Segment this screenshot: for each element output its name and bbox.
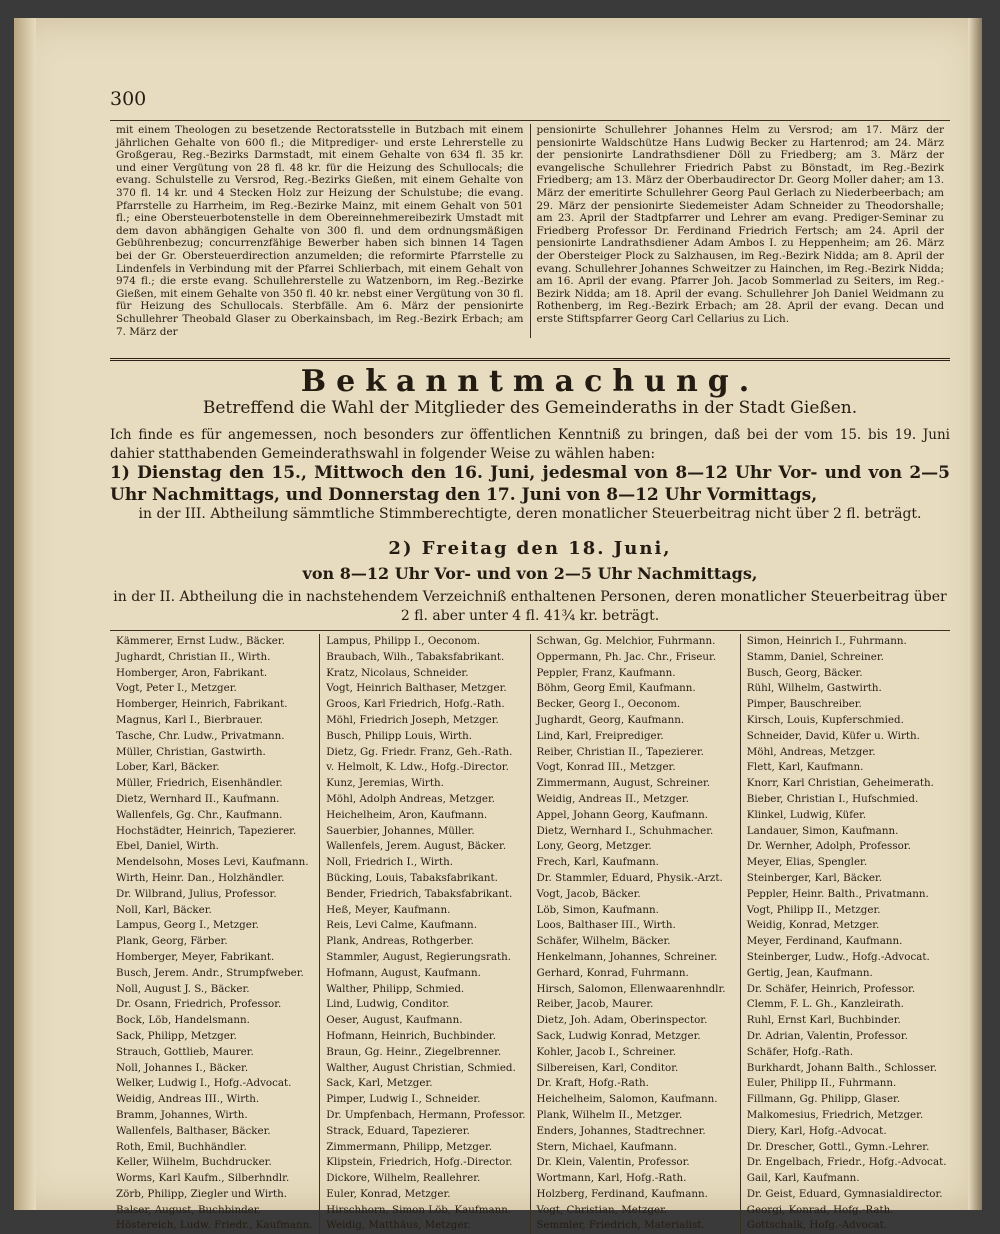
name-entry: Schneider, David, Küfer u. Wirth. (746, 729, 920, 742)
name-entry: Vogt, Peter I., Metzger. (116, 682, 237, 695)
name-entry: Stern, Michael, Kaufmann. (536, 1140, 677, 1153)
name-entry: Plank, Georg, Färber. (116, 935, 228, 948)
name-entry: Sack, Karl, Metzger. (326, 1077, 433, 1090)
name-entry: Dr. Schäfer, Heinrich, Professor. (746, 982, 916, 995)
name-entry: Groos, Karl Friedrich, Hofg.-Rath. (326, 698, 505, 711)
name-entry: Plank, Wilhelm II., Metzger. (536, 1108, 683, 1121)
name-column-3 (530, 634, 740, 1234)
name-entry: Busch, Georg, Bäcker. (746, 666, 863, 679)
name-entry: Steinberger, Karl, Bäcker. (746, 871, 883, 884)
name-entry: Vogt, Heinrich Balthaser, Metzger. (326, 682, 507, 695)
name-entry: Semmler, Friedrich, Materialist. (536, 1219, 705, 1232)
newspaper-page (14, 18, 982, 1232)
section-2-text: in der II. Abtheilung die in nachstehendem Verzeichniß enthaltenen Personen, deren monatlicher Steuerbeitrag über 2 fl. aber unter 4 fl. 41¾ kr. beträgt. (113, 589, 947, 624)
name-entry: Rühl, Wilhelm, Gastwirth. (746, 682, 882, 695)
name-entry: Jughardt, Georg, Kaufmann. (536, 713, 685, 726)
announcement-subtitle: Betreffend die Wahl der Mitglieder des Gemeinderaths in der Stadt Gießen. (202, 398, 858, 418)
name-entry: Möhl, Andreas, Metzger. (746, 745, 876, 758)
name-entry: Strauch, Gottlieb, Maurer. (116, 1045, 254, 1058)
name-entry: Dr. Stammler, Eduard, Physik.-Arzt. (536, 871, 723, 884)
name-entry: Sack, Philipp, Metzger. (116, 1029, 237, 1042)
name-entry: Dr. Umpfenbach, Hermann, Professor. (326, 1108, 526, 1121)
name-entry: Bücking, Louis, Tabaksfabrikant. (326, 871, 498, 884)
name-entry: Malkomesius, Friedrich, Metzger. (746, 1108, 924, 1121)
name-entry: Gertig, Jean, Kaufmann. (746, 966, 873, 979)
name-entry: Lober, Karl, Bäcker. (116, 761, 220, 774)
name-entry: Bock, Löb, Handelsmann. (116, 1014, 250, 1027)
name-entry: Klipstein, Friedrich, Hofg.-Director. (326, 1156, 513, 1169)
name-entry: Dr. Osann, Friedrich, Professor. (116, 998, 282, 1011)
name-entry: Euler, Konrad, Metzger. (326, 1187, 451, 1200)
name-entry: Lind, Ludwig, Conditor. (326, 998, 450, 1011)
name-column-4 (740, 634, 950, 1234)
page-edge (968, 18, 982, 1210)
name-entry: Dr. Klein, Valentin, Professor. (536, 1156, 690, 1169)
name-entry: Peppler, Heinr. Balth., Privatmann. (746, 887, 929, 900)
name-entry: Weidig, Matthäus, Metzger. (326, 1219, 471, 1232)
name-entry: Kohler, Jacob I., Schreiner. (536, 1045, 677, 1058)
page-number: 300 (110, 88, 147, 110)
section-2-time: von 8—12 Uhr Vor- und von 2—5 Uhr Nachmittags, (302, 564, 758, 583)
name-entry: Heichelheim, Salomon, Kaufmann. (536, 1093, 718, 1106)
announcement-title: Bekanntmachung. (300, 364, 760, 399)
name-entry: Frech, Karl, Kaufmann. (536, 856, 659, 869)
sterbfaelle-text: Sterbfälle. Am 6. März der pensionirte Schullehrer Theobald Glaser zu Oberkainsbach, im Reg.-Bezirk Erbach; am 7. März der (116, 300, 524, 338)
name-entry: Sack, Ludwig Konrad, Metzger. (536, 1029, 701, 1042)
list-rule (110, 630, 950, 631)
top-columns (110, 124, 950, 338)
name-entry: Kunz, Jeremias, Wirth. (326, 777, 444, 790)
name-entry: Tasche, Chr. Ludw., Privatmann. (116, 729, 285, 742)
name-entry: Wallenfels, Jerem. August, Bäcker. (326, 840, 507, 853)
name-entry: Kämmerer, Ernst Ludw., Bäcker. (116, 635, 285, 647)
name-entry: Hofmann, August, Kaufmann. (326, 966, 481, 979)
name-entry: v. Helmolt, K. Ldw., Hofg.-Director. (326, 761, 509, 774)
name-entry: Ebel, Daniel, Wirth. (116, 840, 219, 853)
name-entry: Gerhard, Konrad, Fuhrmann. (536, 966, 689, 979)
name-entry: Holzberg, Ferdinand, Kaufmann. (536, 1187, 708, 1200)
section-2-heading: 2) Freitag den 18. Juni, (388, 538, 672, 559)
name-entry: Hirschhorn, Simon Löb, Kaufmann. (326, 1203, 512, 1216)
name-entry: Lampus, Philipp I., Oeconom. (326, 635, 481, 647)
name-entry: Vogt, Jacob, Bäcker. (536, 887, 641, 900)
name-entry: Reis, Levi Calme, Kaufmann. (326, 919, 477, 932)
name-entry: Busch, Philipp Louis, Wirth. (326, 729, 473, 742)
name-entry: Becker, Georg I., Oeconom. (536, 698, 681, 711)
name-entry: Ruhl, Ernst Karl, Buchbinder. (746, 1014, 901, 1027)
name-entry: Homberger, Meyer, Fabrikant. (116, 950, 275, 963)
name-entry: Clemm, F. L. Gh., Kanzleirath. (746, 998, 904, 1011)
name-entry: Klinkel, Ludwig, Küfer. (746, 808, 867, 821)
name-entry: Oppermann, Ph. Jac. Chr., Friseur. (536, 650, 717, 663)
name-entry: Dr. Wernher, Adolph, Professor. (746, 840, 911, 853)
name-entry: Dietz, Wernhard I., Schuhmacher. (536, 824, 714, 837)
name-entry: Kirsch, Louis, Kupferschmied. (746, 713, 904, 726)
name-entry: Strack, Eduard, Tapezierer. (326, 1124, 470, 1137)
section-1-heading: 1) Dienstag den 15., Mittwoch den 16. Juni, jedesmal von 8—12 Uhr Vor- und von 2—5 Uhr Nachmittags, und Donnerstag den 17. Juni von 8—12 Uhr Vormittags, (110, 463, 950, 505)
name-entry: Henkelmann, Johannes, Schreiner. (536, 950, 718, 963)
name-entry: Walther, Philipp, Schmied. (326, 982, 465, 995)
name-entry: Zimmermann, Philipp, Metzger. (326, 1140, 493, 1153)
name-entry: Georgi, Konrad, Hofg.-Rath. (746, 1203, 894, 1216)
name-list (110, 634, 950, 1234)
name-entry: Dr. Drescher, Gottl., Gymn.-Lehrer. (746, 1140, 930, 1153)
section-rule (110, 358, 950, 361)
name-entry: Heß, Meyer, Kaufmann. (326, 903, 451, 916)
section-1-text: in der III. Abtheilung sämmtliche Stimmberechtigte, deren monatlicher Steuerbeitrag nicht über 2 fl. beträgt. (138, 506, 922, 522)
name-entry: Weidig, Andreas III., Wirth. (116, 1093, 260, 1106)
name-column-1 (110, 634, 319, 1234)
name-entry: Schäfer, Hofg.-Rath. (746, 1045, 854, 1058)
name-entry: Lony, Georg, Metzger. (536, 840, 652, 853)
name-entry: Landauer, Simon, Kaufmann. (746, 824, 899, 837)
name-entry: Böhm, Georg Emil, Kaufmann. (536, 682, 696, 695)
name-entry: Steinberger, Ludw., Hofg.-Advocat. (746, 950, 930, 963)
name-entry: Stammler, August, Regierungsrath. (326, 950, 512, 963)
name-entry: Möhl, Friedrich Joseph, Metzger. (326, 713, 499, 726)
name-entry: Noll, August J. S., Bäcker. (116, 982, 250, 995)
name-entry: Zörb, Philipp, Ziegler und Wirth. (116, 1187, 288, 1200)
name-entry: Schwan, Gg. Melchior, Fuhrmann. (536, 635, 716, 647)
name-entry: Stamm, Daniel, Schreiner. (746, 650, 884, 663)
name-entry: Euler, Philipp II., Fuhrmann. (746, 1077, 897, 1090)
name-column-2 (319, 634, 529, 1234)
name-entry: Busch, Jerem. Andr., Strumpfweber. (116, 966, 304, 979)
name-entry: Peppler, Franz, Kaufmann. (536, 666, 676, 679)
name-entry: Roth, Emil, Buchhändler. (116, 1140, 247, 1153)
name-entry: Knorr, Karl Christian, Geheimerath. (746, 777, 934, 790)
announcement-intro: Ich finde es für angemessen, noch besonders zur öffentlichen Kenntniß zu bringen, daß bei der vom 15. bis 19. Juni dahier statthabenden Gemeinderathswahl in folgender Weise zu wählen haben: (110, 427, 950, 462)
name-entry: Simon, Heinrich I., Fuhrmann. (746, 635, 907, 647)
top-rule (110, 120, 950, 121)
name-entry: Löb, Simon, Kaufmann. (536, 903, 659, 916)
name-entry: Walther, August Christian, Schmied. (326, 1061, 516, 1074)
name-entry: Bramm, Johannes, Wirth. (116, 1108, 248, 1121)
name-entry: Pimper, Ludwig I., Schneider. (326, 1093, 481, 1106)
name-entry: Dr. Engelbach, Friedr., Hofg.-Advocat. (746, 1156, 947, 1169)
name-entry: Wirth, Heinr. Dan., Holzhändler. (116, 871, 285, 884)
name-entry: Vogt, Philipp II., Metzger. (746, 903, 881, 916)
name-entry: Reiber, Jacob, Maurer. (536, 998, 654, 1011)
name-entry: Bender, Friedrich, Tabaksfabrikant. (326, 887, 513, 900)
name-entry: Vogt, Christian, Metzger. (536, 1203, 668, 1216)
name-entry: Weidig, Andreas II., Metzger. (536, 792, 689, 805)
name-entry: Worms, Karl Kaufm., Silberhndlr. (116, 1172, 290, 1185)
name-entry: Braun, Gg. Heinr., Ziegelbrenner. (326, 1045, 502, 1058)
name-entry: Enders, Johannes, Stadtrechner. (536, 1124, 706, 1137)
name-entry: Noll, Johannes I., Bäcker. (116, 1061, 249, 1074)
name-entry: Noll, Karl, Bäcker. (116, 903, 212, 916)
name-entry: Fillmann, Gg. Philipp, Glaser. (746, 1093, 901, 1106)
name-entry: Müller, Friedrich, Eisenhändler. (116, 777, 283, 790)
name-entry: Dietz, Gg. Friedr. Franz, Geh.-Rath. (326, 745, 513, 758)
name-entry: Dr. Geist, Eduard, Gymnasialdirector. (746, 1187, 943, 1200)
name-entry: Welker, Ludwig I., Hofg.-Advocat. (116, 1077, 292, 1090)
name-entry: Balser, August, Buchbinder. (116, 1203, 261, 1216)
name-entry: Diery, Karl, Hofg.-Advocat. (746, 1124, 887, 1137)
top-right-text: pensionirte Schullehrer Johannes Helm zu Versrod; am 17. März der pensionirte Waldschütze Hans Ludwig Becker zu Hartenrod; am 24. März der pensionirte Landrathsdiener Döll zu Friedberg; am 3. März der evangelische Schullehrer Friedrich Pabst zu Bönstadt, im Reg.-Bezirk Friedberg; am 13. März der Oberbaudirector Dr. Georg Moller daher; am 13. März der emeritirte Schullehrer Georg Paul Gerlach zu Niederbeerbach; am 29. März der pensionirte Siedemeister Adam Schneider zu Theodorshalle; am 23. April der Stadtpfarrer und Lehrer am evang. Prediger-Seminar zu Friedberg Professor Dr. Ferdinand Friedrich Fertsch; am 24. April der pensionirte Landrathsdiener Adam Ambos I. zu Heppenheim; am 26. März der Obersteiger Plock zu Salzhausen, im Reg.-Bezirk Nidda; am 8. April der evang. Schullehrer Johannes Schweitzer zu Hainchen, im Reg.-Bezirk Nidda; am 16. April der evang. Pfarrer Joh. Jacob Sommerlad zu Seiters, im Reg.-Bezirk Nidda; am 18. April der evang. Schullehrer Joh Daniel Weidmann zu Rothenberg, im Reg.-Bezirk Erbach; am 28. April der evang. Decan und erste Stiftspfarrer Georg Carl Cellarius zu Lich. (536, 124, 944, 325)
name-entry: Müller, Christian, Gastwirth. (116, 745, 266, 758)
name-entry: Dr. Wilbrand, Julius, Professor. (116, 887, 277, 900)
name-entry: Weidig, Konrad, Metzger. (746, 919, 880, 932)
name-entry: Homberger, Heinrich, Fabrikant. (116, 698, 288, 711)
top-left-text: mit einem Theologen zu besetzende Rectoratsstelle in Butzbach mit einem jährlichen Gehalte von 600 fl.; die Mitprediger- und erste Lehrerstelle zu Großgerau, Reg.-Bezirks Darmstadt, mit einem Gehalte von 634 fl. 35 kr. und einer Vergütung von 28 fl. 48 kr. für die Heizung des Schullocals; die evang. Schulstelle zu Versrod, Reg.-Bezirks Gießen, mit einem Gehalte von 370 fl. 14 kr. und 4 Stecken Holz zur Heizung der Schulstube; die evang. Pfarrstelle zu Harrheim, im Reg.-Bezirke Mainz, mit einem Gehalt von 501 fl.; eine Obersteuerbotenstelle in dem Obereinnehmereibezirk Umstadt mit dem davon abhängigen Gehalte von 300 fl. und dem ordnungsmäßigen Gebührenbezug; concurrenzfähige Bewerber haben sich binnen 14 Tagen bei der Gr. Obersteuerdirection anzumelden; die reformirte Pfarrstelle zu Lindenfels in Verbindung mit der Pfarrei Schlierbach, mit einem Gehalt von 974 fl.; die erste evang. Schullehrerstelle zu Watzenborn, im Reg.-Bezirke Gießen, mit einem Gehalte von 350 fl. 40 kr. nebst einer Vergütung von 30 fl. für Heizung des Schullocals. (116, 124, 524, 313)
name-entry: Vogt, Konrad III., Metzger. (536, 761, 676, 774)
name-entry: Dr. Kraft, Hofg.-Rath. (536, 1077, 649, 1090)
name-entry: Meyer, Ferdinand, Kaufmann. (746, 935, 903, 948)
name-entry: Sauerbier, Johannes, Müller. (326, 824, 475, 837)
name-entry: Appel, Johann Georg, Kaufmann. (536, 808, 708, 821)
name-entry: Magnus, Karl I., Bierbrauer. (116, 713, 263, 726)
name-entry: Noll, Friedrich I., Wirth. (326, 856, 454, 869)
name-entry: Hochstädter, Heinrich, Tapezierer. (116, 824, 297, 837)
name-entry: Kratz, Nicolaus, Schneider. (326, 666, 469, 679)
name-entry: Dietz, Wernhard II., Kaufmann. (116, 792, 280, 805)
name-entry: Hofmann, Heinrich, Buchbinder. (326, 1029, 496, 1042)
name-entry: Lind, Karl, Freiprediger. (536, 729, 664, 742)
name-entry: Pimper, Bauschreiber. (746, 698, 862, 711)
name-entry: Burkhardt, Johann Balth., Schlosser. (746, 1061, 937, 1074)
name-entry: Heichelheim, Aron, Kaufmann. (326, 808, 488, 821)
name-entry: Meyer, Elias, Spengler. (746, 856, 868, 869)
page-gutter (14, 18, 36, 1210)
name-entry: Wortmann, Karl, Hofg.-Rath. (536, 1172, 687, 1185)
name-entry: Zimmermann, August, Schreiner. (536, 777, 711, 790)
top-right-column (530, 124, 951, 338)
name-entry: Hirsch, Salomon, Ellenwaarenhndlr. (536, 982, 726, 995)
name-entry: Oeser, August, Kaufmann. (326, 1014, 463, 1027)
name-entry: Keller, Wilhelm, Buchdrucker. (116, 1156, 272, 1169)
name-entry: Bieber, Christian I., Hufschmied. (746, 792, 919, 805)
name-entry: Flett, Karl, Kaufmann. (746, 761, 864, 774)
name-entry: Braubach, Wilh., Tabaksfabrikant. (326, 650, 505, 663)
name-entry: Loos, Balthaser III., Wirth. (536, 919, 676, 932)
name-entry: Mendelsohn, Moses Levi, Kaufmann. (116, 856, 309, 869)
name-entry: Jughardt, Christian II., Wirth. (116, 650, 271, 663)
name-entry: Dietz, Joh. Adam, Oberinspector. (536, 1014, 708, 1027)
name-entry: Dr. Adrian, Valentin, Professor. (746, 1029, 908, 1042)
name-entry: Silbereisen, Karl, Conditor. (536, 1061, 679, 1074)
name-entry: Homberger, Aron, Fabrikant. (116, 666, 268, 679)
name-entry: Höstereich, Ludw. Friedr., Kaufmann. (116, 1219, 313, 1232)
name-entry: Dickore, Wilhelm, Reallehrer. (326, 1172, 481, 1185)
name-entry: Gail, Karl, Kaufmann. (746, 1172, 860, 1185)
name-entry: Gottschalk, Hofg.-Advocat. (746, 1219, 888, 1232)
name-entry: Möhl, Adolph Andreas, Metzger. (326, 792, 496, 805)
name-entry: Wallenfels, Gg. Chr., Kaufmann. (116, 808, 283, 821)
name-entry: Schäfer, Wilhelm, Bäcker. (536, 935, 671, 948)
name-entry: Wallenfels, Balthaser, Bäcker. (116, 1124, 271, 1137)
top-left-column (110, 124, 530, 338)
name-entry: Lampus, Georg I., Metzger. (116, 919, 259, 932)
name-entry: Plank, Andreas, Rothgerber. (326, 935, 474, 948)
name-entry: Reiber, Christian II., Tapezierer. (536, 745, 704, 758)
